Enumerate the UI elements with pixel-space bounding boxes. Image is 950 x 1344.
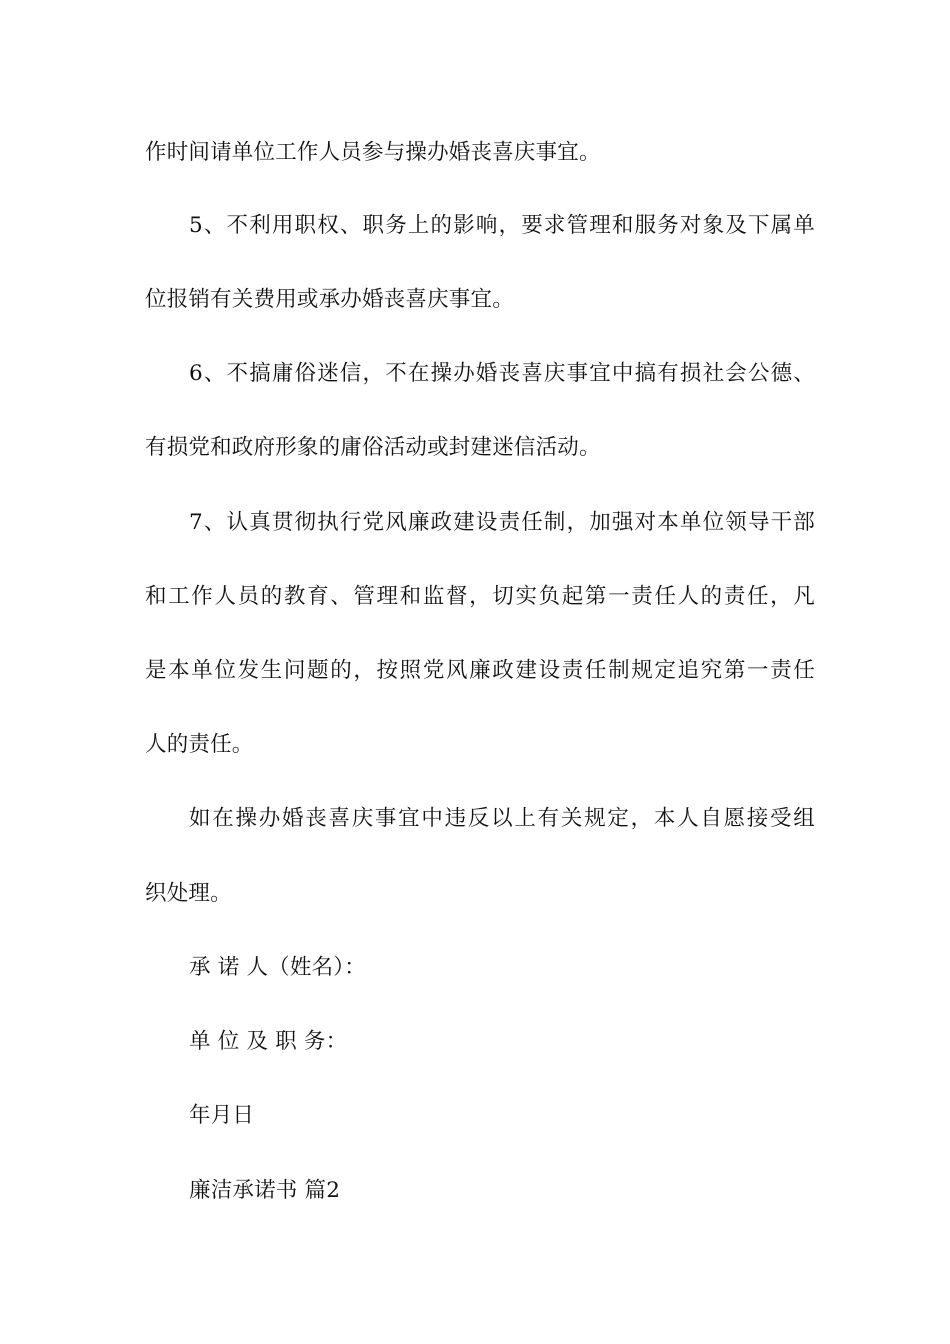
paragraph-line: 5、不利用职权、职务上的影响，要求管理和服务对象及下属单 (189, 213, 815, 238)
signatory-name-label: 承 诺 人（姓名）： (189, 955, 366, 980)
unit-position-label: 单 位 及 职 务： (189, 1029, 348, 1054)
paragraph-line: 织处理。 (145, 881, 232, 906)
paragraph-line: 7、认真贯彻执行党风廉政建设责任制，加强对本单位领导干部 (189, 510, 815, 535)
paragraph-line: 是本单位发生问题的，按照党风廉政建设责任制规定追究第一责任 (145, 658, 815, 683)
date-label: 年月日 (189, 1103, 255, 1128)
paragraph-line: 如在操办婚丧喜庆事宜中违反以上有关规定，本人自愿接受组 (189, 806, 815, 831)
paragraph-line: 位报销有关费用或承办婚丧喜庆事宜。 (145, 287, 514, 312)
paragraph-line: 有损党和政府形象的庸俗活动或封建迷信活动。 (145, 435, 601, 460)
paragraph-line: 和工作人员的教育、管理和监督，切实负起第一责任人的责任，凡 (145, 584, 815, 609)
paragraph-line: 6、不搞庸俗迷信，不在操办婚丧喜庆事宜中搞有损社会公德、 (189, 361, 815, 386)
paragraph-line: 作时间请单位工作人员参与操办婚丧喜庆事宜。 (145, 140, 601, 165)
paragraph-line: 人的责任。 (145, 732, 254, 757)
section-title: 廉洁承诺书 篇2 (189, 1178, 341, 1203)
